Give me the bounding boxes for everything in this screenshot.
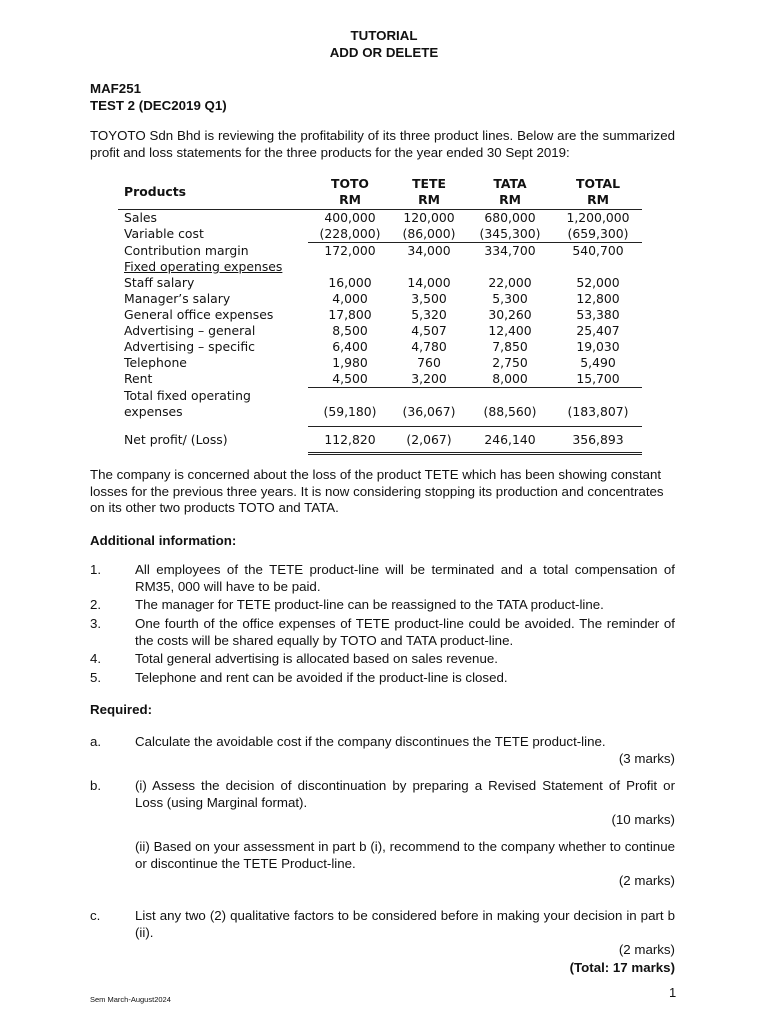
cell-value: 17,800 bbox=[328, 307, 372, 322]
cell-value: 34,000 bbox=[407, 243, 451, 258]
cell-value: 16,000 bbox=[328, 275, 372, 290]
table-header-row bbox=[118, 175, 642, 210]
required-heading: Required: bbox=[90, 702, 153, 717]
cell-value: (183,807) bbox=[567, 403, 629, 419]
cell-value: 356,893 bbox=[554, 426, 642, 453]
column-unit: RM bbox=[339, 192, 361, 207]
cell-value: 400,000 bbox=[324, 210, 376, 225]
row-label: Advertising – general bbox=[124, 323, 256, 338]
row-label: Rent bbox=[124, 371, 153, 387]
cell-value: 112,820 bbox=[308, 426, 392, 453]
cell-value: 7,850 bbox=[492, 339, 528, 354]
course-code: MAF251 bbox=[90, 81, 141, 96]
column-name: TOTAL bbox=[576, 176, 620, 191]
cell-value: 30,260 bbox=[488, 307, 532, 322]
table-row bbox=[118, 259, 642, 275]
cell-value: 2,750 bbox=[492, 355, 528, 370]
row-label: Telephone bbox=[124, 355, 187, 370]
row-label: Manager’s salary bbox=[124, 291, 231, 306]
row-label: Net profit/ (Loss) bbox=[124, 432, 228, 447]
table-row bbox=[118, 226, 642, 243]
table-row bbox=[118, 243, 642, 260]
total-marks: (Total: 17 marks) bbox=[569, 960, 675, 975]
additional-heading: Additional information: bbox=[90, 533, 237, 548]
cell-value: 5,490 bbox=[580, 355, 616, 370]
cell-value: 25,407 bbox=[576, 323, 620, 338]
column-name: TETE bbox=[412, 176, 446, 191]
list-item: One fourth of the office expenses of TETE product-line could be avoided. The reminder of the costs will be shared equally by TOTO and TATA product-line. bbox=[135, 616, 675, 648]
column-unit: RM bbox=[418, 192, 440, 207]
column-header bbox=[392, 175, 466, 210]
row-label: Staff salary bbox=[124, 275, 195, 290]
cell-value: (659,300) bbox=[554, 226, 642, 243]
marks-label: (3 marks) bbox=[618, 751, 675, 766]
column-unit: RM bbox=[587, 192, 609, 207]
cell-value: 3,200 bbox=[392, 371, 466, 388]
cell-value: 5,320 bbox=[411, 307, 447, 322]
row-label: Sales bbox=[124, 210, 157, 225]
cell-value: 1,200,000 bbox=[566, 210, 630, 225]
test-label: TEST 2 (DEC2019 Q1) bbox=[90, 98, 227, 113]
footer-semester: Sem March-August2024 bbox=[90, 995, 171, 1004]
cell-value: 4,507 bbox=[411, 323, 447, 338]
cell-value: 8,500 bbox=[332, 323, 368, 338]
row-label-line: expenses bbox=[124, 403, 183, 419]
cell-value: 680,000 bbox=[484, 210, 536, 225]
cell-value: 52,000 bbox=[576, 275, 620, 290]
doc-subtitle: ADD OR DELETE bbox=[329, 45, 439, 60]
cell-value: 6,400 bbox=[332, 339, 368, 354]
column-header bbox=[466, 175, 554, 210]
cell-value: 760 bbox=[417, 355, 441, 370]
total-fixed-row bbox=[118, 388, 642, 420]
list-item: Telephone and rent can be avoided if the product-line is closed. bbox=[135, 670, 508, 685]
cell-value: 120,000 bbox=[403, 210, 455, 225]
marks-label: (2 marks) bbox=[618, 873, 675, 888]
list-number: 1. bbox=[90, 562, 102, 577]
marks-label: (10 marks) bbox=[611, 812, 675, 827]
list-number: 5. bbox=[90, 670, 102, 685]
cell-value: 12,400 bbox=[488, 323, 532, 338]
cell-value: 5,300 bbox=[492, 291, 528, 306]
cell-value: 53,380 bbox=[576, 307, 620, 322]
row-label: Contribution margin bbox=[124, 242, 249, 258]
marks-label: (2 marks) bbox=[618, 942, 675, 957]
cell-value: 12,800 bbox=[576, 291, 620, 306]
column-name: TOTO bbox=[331, 176, 369, 191]
list-number: 4. bbox=[90, 651, 102, 666]
list-number: 2. bbox=[90, 597, 102, 612]
cell-value: 14,000 bbox=[407, 275, 451, 290]
profit-loss-table bbox=[118, 175, 642, 455]
doc-title: TUTORIAL bbox=[350, 28, 418, 43]
cell-value: 19,030 bbox=[576, 339, 620, 354]
table-row bbox=[118, 307, 642, 323]
cell-value: 8,000 bbox=[466, 371, 554, 388]
question-text: (ii) Based on your assessment in part b (i), recommend to the company whether to continue or discontinue the TETE Product-line. bbox=[135, 839, 675, 871]
table-row bbox=[118, 210, 642, 227]
cell-value: 22,000 bbox=[488, 275, 532, 290]
column-name: TATA bbox=[493, 176, 527, 191]
intro-paragraph: TOYOTO Sdn Bhd is reviewing the profitability of its three product lines. Below are the summarized profit and loss statements for the three products for the year ended 30 Sept 2019: bbox=[90, 128, 675, 160]
cell-value: 4,000 bbox=[332, 291, 368, 306]
cell-value: 3,500 bbox=[411, 291, 447, 306]
list-item: Total general advertising is allocated based on sales revenue. bbox=[135, 651, 498, 666]
question-text: (i) Assess the decision of discontinuation by preparing a Revised Statement of Profit or Loss (using Marginal format). bbox=[135, 778, 675, 810]
cell-value: 540,700 bbox=[572, 243, 624, 258]
table-row bbox=[118, 291, 642, 307]
section-label: Fixed operating expenses bbox=[124, 259, 283, 274]
question-text: List any two (2) qualitative factors to be considered before in making your decision in part b (ii). bbox=[135, 908, 675, 940]
list-item: The manager for TETE product-line can be reassigned to the TATA product-line. bbox=[135, 597, 604, 612]
list-item: All employees of the TETE product-line will be terminated and a total compensation of RM35, 000 will have to be paid. bbox=[135, 562, 675, 594]
cell-value: 172,000 bbox=[324, 243, 376, 258]
question-label: c. bbox=[90, 908, 101, 923]
column-header bbox=[554, 175, 642, 210]
list-number: 3. bbox=[90, 616, 102, 631]
cell-value: 4,500 bbox=[308, 371, 392, 388]
row-label: Advertising – specific bbox=[124, 339, 255, 354]
column-unit: RM bbox=[499, 192, 521, 207]
cell-value: (88,560) bbox=[483, 403, 537, 419]
row-label: General office expenses bbox=[124, 307, 274, 322]
cell-value: 246,140 bbox=[466, 426, 554, 453]
net-profit-row bbox=[118, 426, 642, 453]
question-label: a. bbox=[90, 734, 102, 749]
cell-value: 334,700 bbox=[484, 243, 536, 258]
table-row bbox=[118, 275, 642, 291]
table-row bbox=[118, 339, 642, 355]
table-row bbox=[118, 371, 642, 388]
cell-value: 4,780 bbox=[411, 339, 447, 354]
products-header: Products bbox=[118, 175, 308, 210]
row-label: Variable cost bbox=[124, 226, 204, 242]
cell-value: (345,300) bbox=[466, 226, 554, 243]
concern-paragraph: The company is concerned about the loss of the product TETE which has been showing constant losses for the previous three years. It is now considering stopping its production and concentrates on its other two products TOTO and TATA. bbox=[90, 467, 664, 516]
page-number: 1 bbox=[669, 985, 677, 1000]
cell-value: (228,000) bbox=[308, 226, 392, 243]
row-label bbox=[118, 388, 308, 420]
cell-value: (2,067) bbox=[392, 426, 466, 453]
cell-value: (86,000) bbox=[392, 226, 466, 243]
cell-value: (59,180) bbox=[323, 403, 377, 419]
cell-value: 15,700 bbox=[554, 371, 642, 388]
cell-value: (36,067) bbox=[402, 403, 456, 419]
column-header bbox=[308, 175, 392, 210]
question-text: Calculate the avoidable cost if the company discontinues the TETE product-line. bbox=[135, 734, 606, 749]
question-label: b. bbox=[90, 778, 102, 793]
row-label-line: Total fixed operating bbox=[124, 387, 251, 403]
cell-value: 1,980 bbox=[332, 355, 368, 370]
table-row bbox=[118, 355, 642, 371]
table-row bbox=[118, 323, 642, 339]
